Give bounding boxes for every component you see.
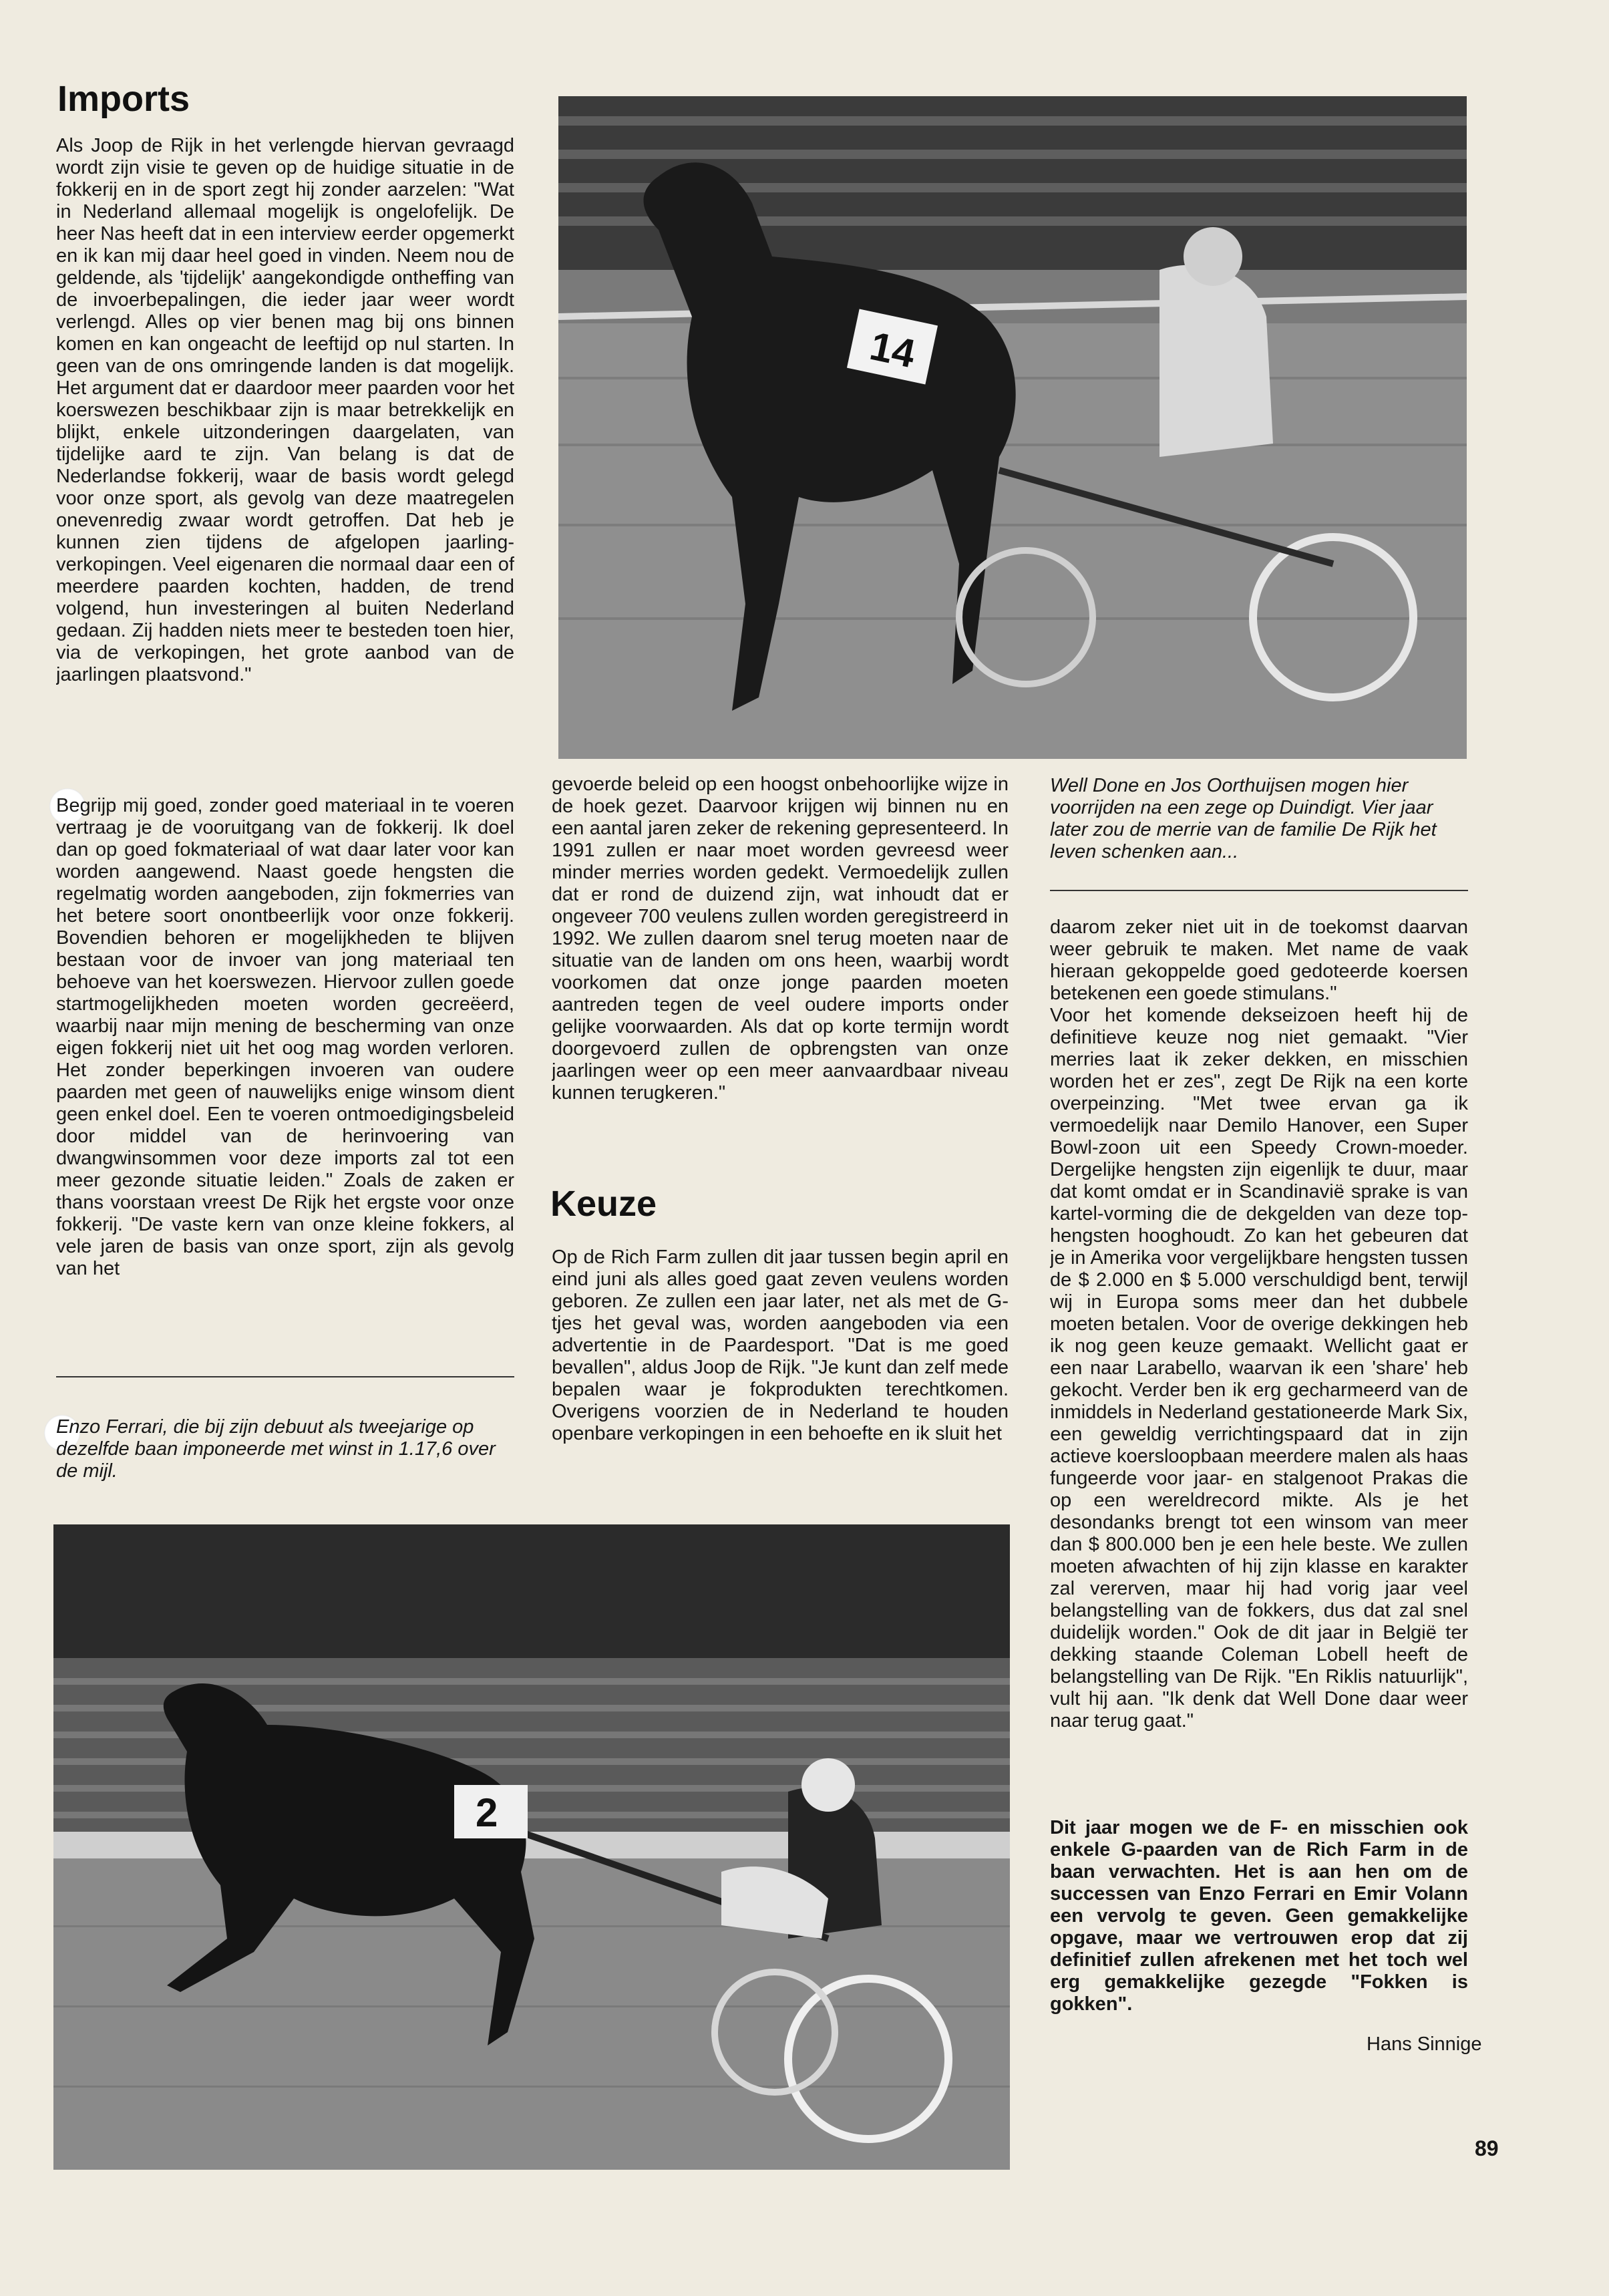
column-1-top-text: Als Joop de Rijk in het verlengde hiervan gevraagd wordt zijn visie te geven op de huidige situatie in de fokkerij en in de sport zegt hij zonder aarzelen: "Wat in Nederland allemaal mogelijk is ongelofelijk. De heer Nas heeft dat in een interview eerder opgemerkt en ik kan mij daar heel goed in vinden. Neem nou de geldende, als 'tijdelijk' aangekondigde ontheffing van de invoerbepalingen, die ieder jaar weer wordt verlengd. Alles op vier benen mag bij ons binnen komen en kan ongeacht de leeftijd op nul starten. In geen van de ons omringende landen is dat mogelijk. Het argument dat er daardoor meer paarden voor het koerswezen beschikbaar zijn is maar betrekkelijk en blijkt, enkele uitzonderingen daargelaten, van tijdelijke aard te zijn. Van belang is dat de Nederlandse fokkerij, waar de basis wordt gelegd voor onze sport, als gevolg van deze maatregelen onevenredig zwaar wordt getroffen. Dat heb je kunnen zien tijdens de afgelopen jaarling-verkopingen. Veel eigenaren die normaal daar een of meerdere paarden kochten, hadden, de trend volgend, hun investeringen al buiten Nederland gedaan. Zij hadden niets meer te besteden toen hier, via de verkopingen, het grote aanbod van de jaarlingen plaatsvond." — [56, 135, 514, 685]
column-3-closing-text: Dit jaar mogen we de F- en misschien ook enkele G-paarden van de Rich Farm in de baan verwachten. Het is aan hen om de successen van Enzo Ferrari en Emir Volann een vervolg te geven. Geen gemakkelijke opgave, maar we vertrouwen erop dat zij definitief zullen afrekenen met het toch wel erg gemakkelijke gezegde "Fokken is gokken". — [1050, 1817, 1468, 2015]
caption-top-photo: Well Done en Jos Oorthuijsen mogen hier voorrijden na een zege op Duindigt. Vier jaar later zou de merrie van de familie De Rijk het leven schenken aan... — [1050, 775, 1437, 862]
caption-rule-left — [56, 1376, 514, 1377]
column-3-text: daarom zeker niet uit in de toekomst daarvan weer gebruik te maken. Met name de vaak hieraan gekoppelde goed gedoteerde koersen betekenen een goede stimulans." Voor het komende dekseizoen heeft hij de definitieve keuze nog niet gemaakt. "Vier merries laat ik zeker dekken, en misschien worden het er zes", zegt De Rijk na een korte overpeinzing. "Met twee ervan ga ik vermoedelijk naar Demilo Hanover, een Super Bowl-zoon uit een Speedy Crown-moeder. Dergelijke hengsten zijn eigenlijk te duur, maar dat komt omdat er in Scandinavië sprake is van kartel-vorming die de dekgelden van deze top-hengsten hooghoudt. Zo kan het gebeuren dat je in Amerika voor vergelijkbare hengsten tussen de $ 2.000 en $ 5.000 verschuldigd bent, terwijl wij in Europa soms meer dan het dubbele moeten betalen. Voor de overige dekkingen heb ik nog geen keuze gemaakt. Wellicht gaat er een naar Larabello, waarvan ik een 'share' heb gekocht. Verder ben ik erg gecharmeerd van de inmiddels in Nederland gestationeerde Mark Six, een geweldig verrichtingspaard dat in zijn actieve koersloopbaan meerdere malen als haas fungeerde voor jaar- en stalgenoot Prakas die op een wereldrecord mikte. Als je het desondanks brengt tot een winsom van meer dan $ 800.000 ben je een hele beste. We zullen moeten afwachten of hij zijn klasse en karakter zal vererven, maar hij had vorig jaar veel belangstelling van de fokkers, dus dat zal snel duidelijk worden." Ook de dit jaar in België ter dekking staande Coleman Lobell heeft de belangstelling van De Rijk. "En Riklis natuurlijk", vult hij aan. "Ik denk dat Well Done daar weer naar terug gaat." — [1050, 917, 1468, 1732]
bottom-photo-bib-number: 2 — [476, 1790, 498, 1835]
photo-enzo-ferrari-racing — [53, 1524, 1010, 2170]
caption-bottom-photo: Enzo Ferrari, die bij zijn debuut als tweejarige op dezelfde baan imponeerde met winst in 1.17,6 over de mijl. — [56, 1416, 496, 1482]
photo-well-done-racing — [558, 96, 1467, 759]
column-2-keuze-text: Op de Rich Farm zullen dit jaar tussen begin april en eind juni als alles goed gaat zeven veulens worden geboren. Ze zullen een jaar later, net als met de G-tjes het geval was, worden aangeboden via een advertentie in de Paardesport. "Dat is me goed bevallen", aldus Joop de Rijk. "Je kunt dan zelf mede bepalen waar je fokprodukten terechtkomen. Overigens voorzien de in Nederland te houden openbare verkopingen in een behoefte en ik sluit het — [552, 1247, 1009, 1444]
author-name: Hans Sinnige — [1367, 2033, 1482, 2055]
imports-heading: Imports — [57, 79, 190, 119]
column-1-bottom-text: Begrijp mij goed, zonder goed materiaal in te voeren vertraag je de vooruitgang van de fokkerij. Ik doel dan op goed fokmateriaal of wat daar later voor kan worden aangewend. Naast goede hengsten die regelmatig worden aangeboden, zijn fokmerries van het betere soort onontbeerlijk voor onze fokkerij. Bovendien behoren er mogelijkheden te blijven bestaan voor de invoer van jong materiaal ten behoeve van het koerswezen. Hiervoor zullen goede startmogelijkheden moeten worden gecreëerd, waarbij naar mijn mening de bescherming van onze eigen fokkerij niet uit het oog mag worden verloren. Het zonder beperkingen invoeren van oudere paarden met geen of nauwelijks enige winsom dient geen enkel doel. Een te voeren ontmoedigingsbeleid door middel van de herinvoering van dwangwinsommen voor deze imports zal tot een meer gezonde situatie leiden." Zoals de zaken er thans voorstaan vreest De Rijk het ergste voor onze fokkerij. "De vaste kern van onze kleine fokkers, al vele jaren de basis van onze sport, zijn als gevolg van het — [56, 795, 514, 1279]
caption-rule-right — [1050, 890, 1468, 891]
column-2-top-text: gevoerde beleid op een hoogst onbehoorlijke wijze in de hoek gezet. Daarvoor krijgen wij binnen nu en een aantal jaren zeker de rekening gepresenteerd. In 1991 zullen er naar moet worden gevreesd weer minder merries worden gedekt. Vermoedelijk zullen dat er rond de duizend zijn, wat inhoudt dat er ongeveer 700 veulens zullen worden geregistreerd in 1992. We zullen daarom snel terug moeten naar de situatie van de landen om ons heen, waarbij wordt voorkomen dat onze jonge paarden moeten aantreden tegen de veel oudere imports onder gelijke voorwaarden. Als dat op korte termijn wordt doorgevoerd zullen de opbrengsten van onze jaarlingen weer op een meer aanvaardbaar niveau kunnen terugkeren." — [552, 774, 1009, 1104]
keuze-heading: Keuze — [550, 1184, 657, 1224]
top-photo-bib-number: 14 — [866, 323, 920, 377]
page-number: 89 — [1475, 2136, 1499, 2160]
